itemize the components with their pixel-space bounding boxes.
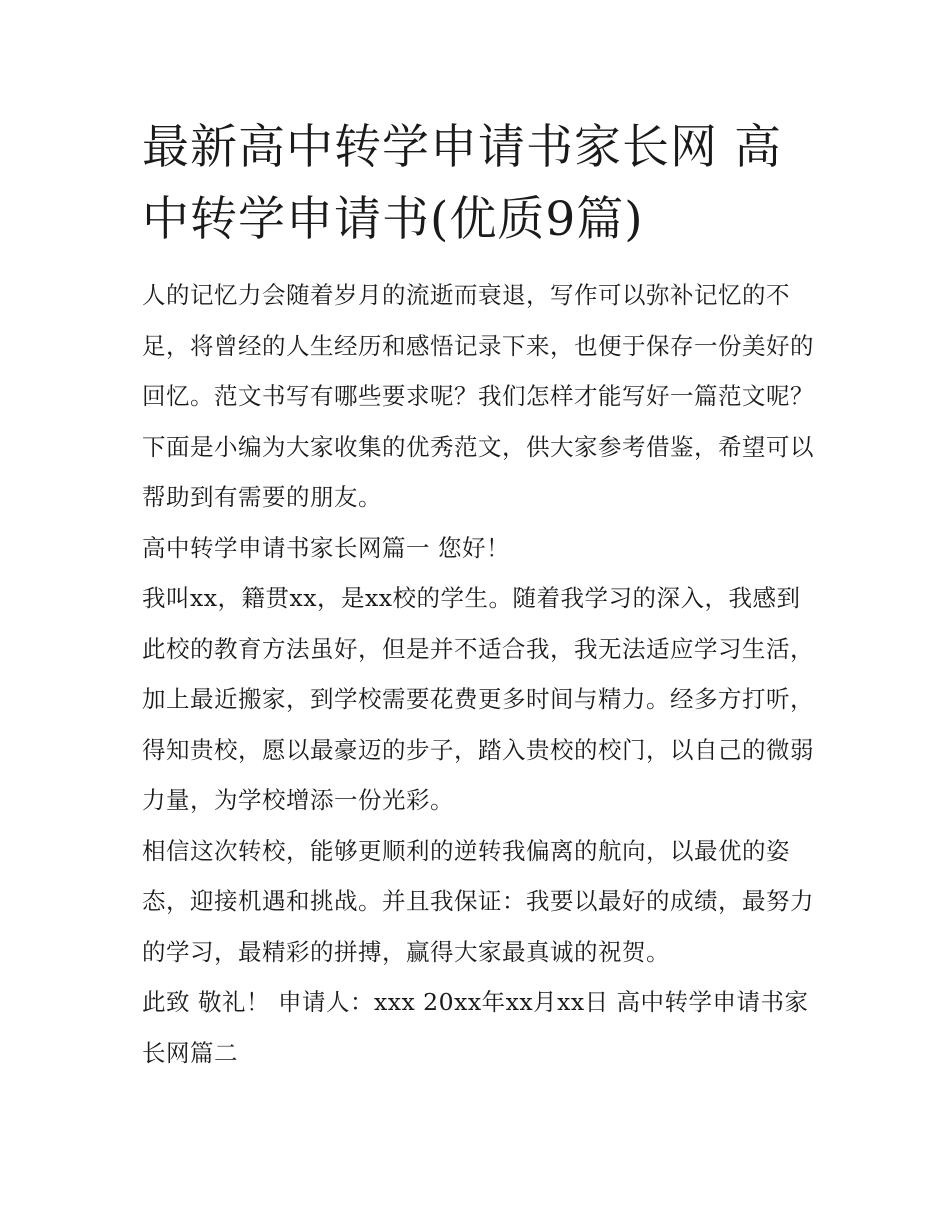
section-heading-greeting: 高中转学申请书家长网篇一 您好！ xyxy=(142,533,510,562)
intro-paragraph: 人的记忆力会随着岁月的流逝而衰退，写作可以弥补记忆的不足，将曾经的人生经历和感悟记录下来，也便于保存一份美好的回忆。范文书写有哪些要求呢？我们怎样才能写好一篇范文呢？下面是小编为大家收集的优秀范文，供大家参考借鉴，希望可以帮助到有需要的朋友。 xyxy=(142,281,814,511)
document-page xyxy=(142,112,817,1078)
document-title: 最新高中转学申请书家长网 高中转学申请书(优质9篇) xyxy=(142,120,782,247)
body-paragraph-reason: 我叫xx，籍贯xx，是xx校的学生。随着我学习的深入，我感到此校的教育方法虽好，但是并不适合我，我无法适应学习生活，加上最近搬家，到学校需要花费更多时间与精力。经多方打听，得知贵校，愿以最豪迈的步子，踏入贵校的校门，以自己的微弱力量，为学校增添一份光彩。 xyxy=(142,584,814,814)
closing-paragraph: 此致 敬礼！ 申请人：xxx 20xx年xx月xx日 高中转学申请书家长网篇二 xyxy=(142,988,809,1067)
body-paragraph-promise: 相信这次转校，能够更顺利的逆转我偏离的航向，以最优的姿态，迎接机遇和挑战。并且我保证：我要以最好的成绩，最努力的学习，最精彩的拼搏，赢得大家最真诚的祝贺。 xyxy=(142,836,814,966)
